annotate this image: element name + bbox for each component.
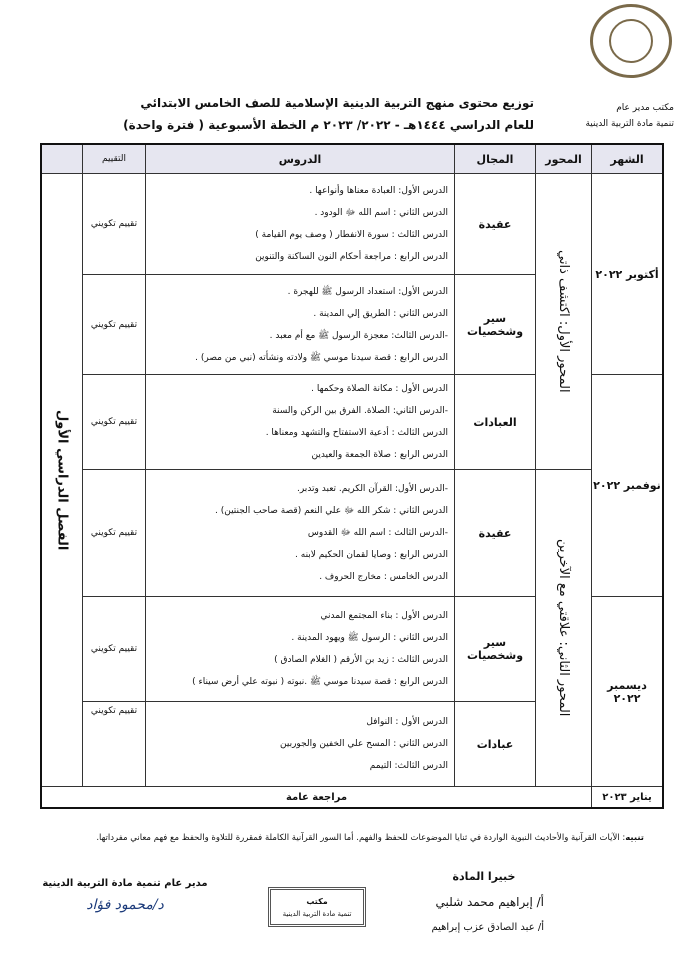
- domain-cell: سير وشخصيات: [455, 275, 536, 375]
- ministry-seal-logo: [590, 4, 672, 78]
- month-cell: نوفمبر ٢٠٢٢: [592, 375, 664, 597]
- expert-name: أ/ عبد الصادق عزب إبراهيم: [431, 922, 544, 933]
- office-stamp: [268, 887, 366, 927]
- title-line-1: توزيع محتوى منهج التربية الدينية الإسلامية للصف الخامس الابتدائي: [140, 96, 534, 110]
- lesson: الدرس الرابع : قصة سيدنا موسي ﷺ .نبوته ( نبوته علي أرض سيناء ): [192, 677, 448, 687]
- director-signature: د/محمود فؤاد: [86, 897, 164, 913]
- lesson: الدرس الثالث : زيد بن الأرقم ( الغلام الصادق ): [274, 655, 448, 665]
- evaluation-cell: تقييم تكويني: [83, 375, 146, 470]
- lesson: الدرس الخامس : مخارج الحروف .: [319, 572, 448, 582]
- office-label: [554, 100, 674, 132]
- header-lessons: الدروس: [146, 144, 455, 174]
- lesson: -الدرس الأول: القرآن الكريم. تعبد وتدبر.: [296, 484, 448, 494]
- lesson: الدرس الثاني : الرسول ﷺ ويهود المدينة .: [291, 633, 448, 643]
- lesson: الدرس الأول: العبادة معناها وأنواعها .: [309, 186, 448, 196]
- experts-title: خبيرا المادة: [452, 870, 516, 883]
- semester-cell: [41, 174, 83, 787]
- axis-cell: [536, 174, 592, 470]
- final-month-cell: يناير ٢٠٢٣: [592, 787, 664, 809]
- header-month: الشهر: [592, 144, 664, 174]
- director-block: [40, 878, 210, 913]
- lesson: الدرس الأول : النوافل: [366, 717, 448, 727]
- lesson: الدرس الثاني : المسح علي الخفين والجوربين: [280, 739, 448, 749]
- lesson: الدرس الأول: استعداد الرسول ﷺ للهجرة .: [287, 286, 448, 297]
- axis-label: المحور الأول: اكتشف ذاتي: [556, 250, 571, 393]
- evaluation-cell: تقييم تكويني: [83, 470, 146, 597]
- evaluation-cell: تقييم تكويني: [83, 597, 146, 702]
- domain-cell: عقيدة: [455, 174, 536, 275]
- evaluation-cell: تقييم تكويني: [83, 702, 146, 787]
- lesson: الدرس الثاني : اسم الله ﷻ الودود .: [314, 208, 448, 218]
- note: [34, 828, 644, 848]
- director-title: مدير عام تنمية مادة التربية الدينية: [42, 878, 208, 889]
- document-title: [114, 92, 534, 136]
- lesson: الدرس الثالث : سورة الانفطار ( وصف يوم القيامة ): [255, 230, 448, 240]
- lesson: الدرس الرابع : قصة سيدنا موسي ﷺ ولادته ونشأته (نبي من مصر) .: [195, 352, 448, 363]
- lesson: الدرس الثالث : أدعية الاستفتاح والتشهد ومعناها .: [265, 428, 448, 438]
- domain-cell: العبادات: [455, 375, 536, 470]
- table-row: [41, 174, 663, 275]
- domain-cell: سير وشخصيات: [455, 597, 536, 702]
- evaluation-cell: تقييم تكويني: [83, 275, 146, 375]
- lesson: -الدرس الثالث : اسم الله ﷻ القدوس: [307, 528, 448, 538]
- month-cell: ديسمبر ٢٠٢٢: [592, 597, 664, 787]
- lesson: الدرس الثالث: التيمم: [369, 761, 448, 771]
- lesson: الدرس الأول : مكانة الصلاة وحكمها .: [311, 384, 448, 394]
- note-text: : الآيات القرآنية والأحاديث النبوية الواردة في ثنايا الموضوعات للحفظ والفهم. أما السور القرآنية الكاملة فمقررة للتلاوة والحفظ مع فهم معاني مفرداتها.: [96, 833, 626, 843]
- month-cell: أكتوبر ٢٠٢٢: [592, 174, 664, 375]
- lessons-cell: [146, 275, 455, 375]
- lesson: الدرس الثاني : شكر الله ﷻ علي النعم (قصة صاحب الجنتين) .: [215, 506, 448, 516]
- lesson: الدرس الرابع : وصايا لقمان الحكيم لابنه .: [295, 550, 448, 560]
- lesson: الدرس الأول : بناء المجتمع المدني: [320, 611, 448, 621]
- header-semester: [41, 144, 83, 174]
- lesson: -الدرس الثالث: معجزة الرسول ﷺ مع أم معبد .: [269, 330, 448, 341]
- domain-cell: عبادات: [455, 702, 536, 787]
- lessons-cell: [146, 174, 455, 275]
- lessons-cell: [146, 597, 455, 702]
- lesson: الدرس الثاني : الطريق إلي المدينة .: [313, 308, 448, 319]
- office-line-2: تنمية مادة التربية الدينية: [585, 119, 674, 129]
- lessons-cell: [146, 702, 455, 787]
- general-review-cell: مراجعة عامة: [41, 787, 592, 809]
- lesson: -الدرس الثاني: الصلاة. الفرق بين الركن والسنة: [272, 406, 448, 416]
- axis-label: المحور الثاني: علاقتي مع الآخرين: [556, 539, 571, 717]
- lesson: الدرس الرابع : صلاة الجمعة والعيدين: [311, 450, 448, 460]
- note-label: تنبيه: [625, 833, 644, 843]
- domain-cell: عقيدة: [455, 470, 536, 597]
- axis-cell: [536, 470, 592, 787]
- header-axis: المحور: [536, 144, 592, 174]
- curriculum-table: [40, 143, 664, 809]
- lessons-cell: [146, 375, 455, 470]
- header-evaluation: التقييم: [83, 144, 146, 174]
- header-domain: المجال: [455, 144, 536, 174]
- stamp-line-2: تنمية مادة التربية الدينية: [282, 910, 352, 918]
- evaluation-cell: تقييم تكويني: [83, 174, 146, 275]
- lessons-cell: [146, 470, 455, 597]
- title-line-2: للعام الدراسي ١٤٤٤هـ - ٢٠٢٢/ ٢٠٢٣ م الخطة الأسبوعية ( فترة واحدة): [123, 118, 534, 132]
- office-line-1: مكتب مدير عام: [616, 103, 674, 113]
- table-header-row: [41, 144, 663, 174]
- semester-label: الفصل الدراسي الأول: [54, 409, 70, 551]
- lesson: الدرس الرابع : مراجعة أحكام النون الساكنة والتنوين: [255, 252, 448, 262]
- stamp-line-1: مكتب: [306, 897, 328, 906]
- final-row: [41, 787, 663, 809]
- expert-name: أ/ إبراهيم محمد شلبي: [435, 895, 544, 909]
- table-row: [41, 470, 663, 597]
